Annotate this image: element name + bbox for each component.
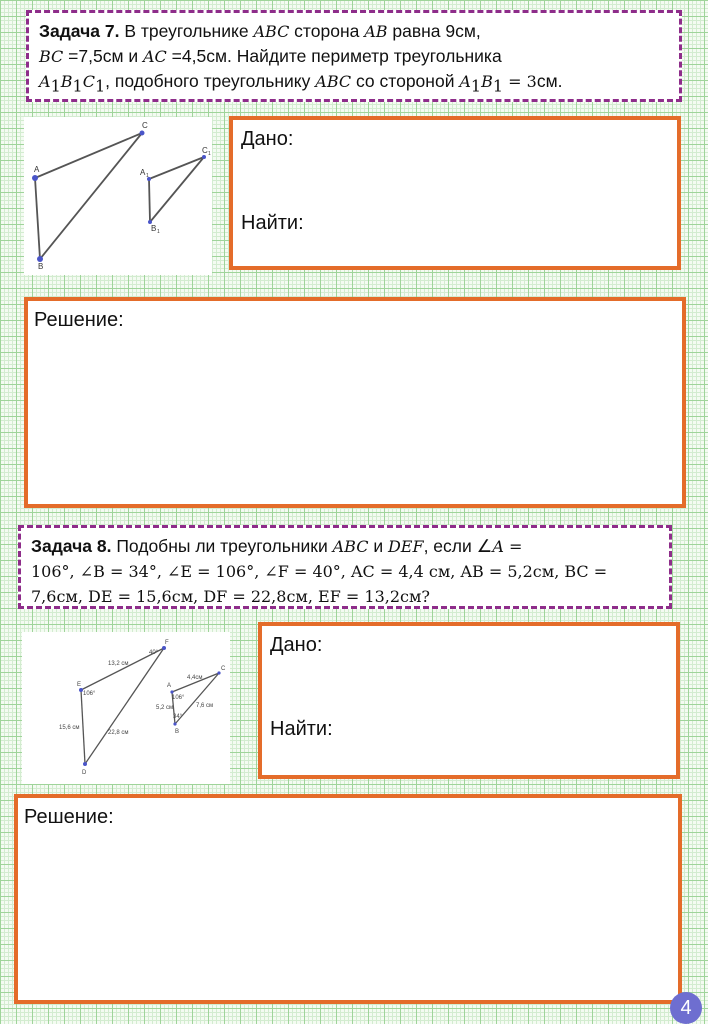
label-angle-b: 34° bbox=[173, 714, 183, 720]
task-8-solution-box[interactable] bbox=[14, 794, 682, 1004]
vertex-a bbox=[170, 690, 173, 693]
task-8-figure bbox=[22, 632, 230, 784]
task-8-line-2: 106°, ∠B = 34°, ∠E = 106°, ∠F = 40°, AC = 4,4 см, AB = 5,2см, BC = bbox=[31, 562, 608, 581]
side-de bbox=[81, 690, 85, 764]
math-sub: 1 bbox=[50, 76, 61, 96]
label-e: E bbox=[77, 682, 82, 688]
side-ab bbox=[35, 178, 40, 259]
task-7-text: , подобного треугольнику bbox=[105, 71, 316, 91]
math-a: A bbox=[39, 72, 51, 91]
math-sub: 1 bbox=[492, 76, 504, 96]
side-ac bbox=[35, 133, 142, 178]
task-8-title: Задача 8. bbox=[31, 536, 112, 556]
math-angle-a: A = bbox=[492, 537, 523, 556]
task-7-text: =4,5см. Найдите периметр треугольника bbox=[166, 46, 502, 66]
side-a1b1 bbox=[149, 179, 150, 222]
math-abc: ABC bbox=[253, 22, 290, 41]
task-8-statement bbox=[18, 525, 672, 609]
label-b1: B bbox=[151, 224, 157, 233]
math-bc: BC bbox=[39, 47, 64, 66]
math-eq: = 3 bbox=[503, 72, 537, 91]
math-abc: ABC bbox=[315, 72, 352, 91]
task-7-text: сторона bbox=[289, 21, 365, 41]
label-angle-e: 106° bbox=[83, 691, 96, 697]
label-a: A bbox=[167, 683, 172, 689]
label-b: B bbox=[175, 729, 180, 735]
label-a1: A bbox=[140, 168, 146, 177]
math-def: DEF bbox=[387, 537, 424, 556]
label-f: F bbox=[165, 640, 169, 646]
label-sub: 1 bbox=[146, 173, 149, 179]
label-df: 22,8 см bbox=[108, 730, 129, 736]
task-7-figure bbox=[24, 117, 212, 275]
task-7-given-box[interactable] bbox=[229, 116, 681, 270]
solution-label: Решение: bbox=[24, 806, 114, 828]
find-label: Найти: bbox=[270, 718, 333, 740]
task-8-text: и bbox=[368, 536, 388, 556]
task-7-text: равна 9см, bbox=[387, 21, 481, 41]
task-7-text: =7,5см и bbox=[63, 46, 143, 66]
label-sub: 1 bbox=[157, 229, 160, 235]
math-ab: AB bbox=[364, 22, 388, 41]
label-c1: C bbox=[202, 146, 208, 155]
math-sub: 1 bbox=[94, 76, 106, 96]
label-ab: 5,2 см bbox=[156, 705, 174, 711]
vertex-c bbox=[140, 131, 145, 136]
label-c: C bbox=[142, 121, 148, 130]
vertex-f bbox=[162, 646, 166, 650]
solution-label: Решение: bbox=[34, 309, 124, 331]
task-8-text: Подобны ли треугольники bbox=[111, 536, 333, 556]
label-sub: 1 bbox=[208, 151, 211, 157]
task-8-text: , если ∠ bbox=[423, 536, 493, 556]
triangles-figure bbox=[24, 117, 212, 275]
given-label: Дано: bbox=[270, 634, 323, 656]
math-ac: AC bbox=[143, 47, 167, 66]
vertex-c1 bbox=[202, 155, 206, 159]
task-8-line-3: 7,6см, DE = 15,6см, DF = 22,8см, EF = 13,2см? bbox=[31, 587, 430, 606]
task-7-statement bbox=[26, 10, 682, 102]
triangles-figure bbox=[22, 632, 230, 784]
label-b: B bbox=[38, 262, 44, 271]
label-d: D bbox=[82, 770, 87, 776]
task-7-line-2 bbox=[39, 44, 669, 69]
label-ef: 13,2 см bbox=[108, 661, 129, 667]
label-a: A bbox=[34, 165, 40, 174]
task-7-text: см. bbox=[536, 71, 563, 91]
task-8-line-1 bbox=[31, 534, 659, 559]
label-angle-f: 40° bbox=[149, 650, 159, 656]
side-bc bbox=[40, 133, 142, 259]
find-label: Найти: bbox=[241, 212, 304, 234]
task-7-solution-box[interactable] bbox=[24, 297, 686, 508]
math-a: A bbox=[459, 72, 471, 91]
task-7-text: В треугольнике bbox=[119, 21, 254, 41]
math-c: C bbox=[82, 72, 95, 91]
label-angle-a: 106° bbox=[172, 695, 185, 701]
vertex-a bbox=[32, 175, 38, 181]
math-abc: ABC bbox=[332, 537, 369, 556]
vertex-b bbox=[173, 722, 176, 725]
task-7-text: со стороной bbox=[351, 71, 460, 91]
given-label: Дано: bbox=[241, 128, 294, 150]
task-7-line-3 bbox=[39, 69, 669, 99]
task-8-given-box[interactable] bbox=[258, 622, 680, 779]
page-number: 4 bbox=[670, 992, 702, 1024]
math-b: B bbox=[481, 72, 493, 91]
label-de: 15,6 см bbox=[59, 725, 80, 731]
label-ac: 4,4см bbox=[187, 675, 203, 681]
task-7-line-1 bbox=[39, 19, 669, 44]
math-b: B bbox=[60, 72, 73, 91]
math-sub: 1 bbox=[470, 76, 482, 96]
task-7-title: Задача 7. bbox=[39, 21, 120, 41]
label-bc: 7,6 см bbox=[196, 703, 214, 709]
vertex-d bbox=[83, 762, 87, 766]
math-sub: 1 bbox=[72, 76, 83, 96]
label-c: C bbox=[221, 666, 226, 672]
side-b1c1 bbox=[150, 157, 204, 222]
